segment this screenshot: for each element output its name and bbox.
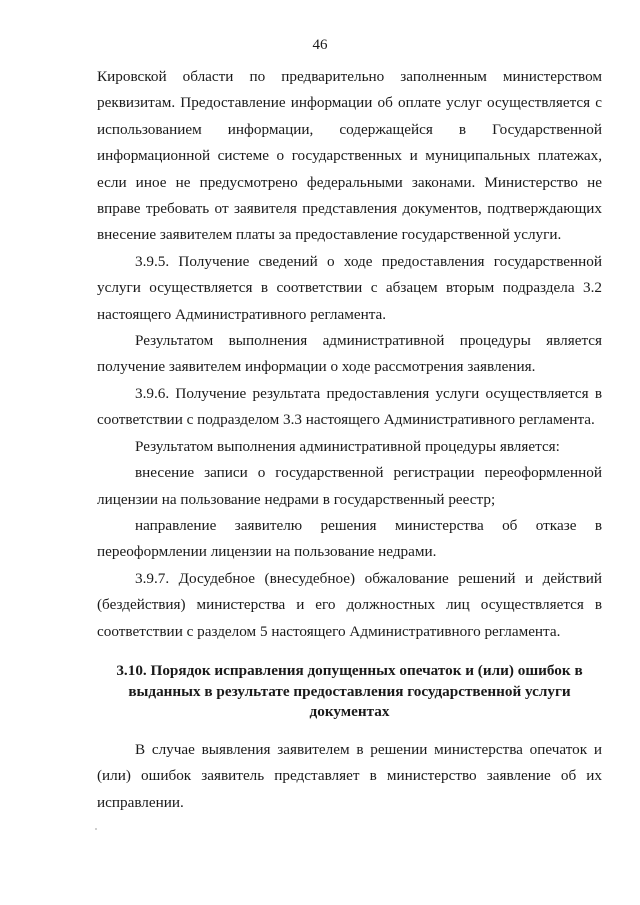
scan-speck xyxy=(95,828,97,830)
paragraph: Результатом выполнения административной процедуры является: xyxy=(135,437,560,455)
paragraph: 3.9.7. Досудебное (внесудебное) обжалование решений и действий (бездействия) министерства и его должностных лиц осуществляется в соответствии с разделом 5 настоящего Административного регламента. xyxy=(97,569,602,640)
paragraph: Кировской области по предварительно заполненным министерством реквизитам. Предоставление информации об оплате услуг осуществляется с использованием информации, содержащейся в Государственной информационной системе о государственных и муниципальных платежах, если иное не предусмотрено федеральными законами. Министерство не вправе требовать от заявителя представления документов, подтверждающих внесение заявителем платы за предоставление государственной услуги. xyxy=(97,68,602,244)
body-text xyxy=(97,64,602,645)
paragraph: направление заявителю решения министерства об отказе в переоформлении лицензии на пользование недрами. xyxy=(97,516,602,561)
paragraph: внесение записи о государственной регистрации переоформленной лицензии на пользование недрами в государственный реестр; xyxy=(97,464,602,508)
paragraph: 3.9.5. Получение сведений о ходе предоставления государственной услуги осуществляется в соответствии с абзацем вторым подраздела 3.2 настоящего Административного регламента. xyxy=(97,252,602,323)
section-heading: 3.10. Порядок исправления допущенных опечаток и (или) ошибок в выданных в результате предоставления государственной услуги документах xyxy=(116,662,583,720)
paragraph: Результатом выполнения административной процедуры является получение заявителем информации о ходе рассмотрения заявления. xyxy=(97,332,602,376)
final-section-text xyxy=(97,737,602,816)
paragraph: 3.9.6. Получение результата предоставления услуги осуществляется в соответствии с подразделом 3.3 настоящего Административного регламента. xyxy=(97,384,602,429)
page-number: 46 xyxy=(312,37,328,53)
paragraph: В случае выявления заявителем в решении министерства опечаток и (или) ошибок заявитель представляет в министерство заявление об их исправлении. xyxy=(97,741,602,811)
